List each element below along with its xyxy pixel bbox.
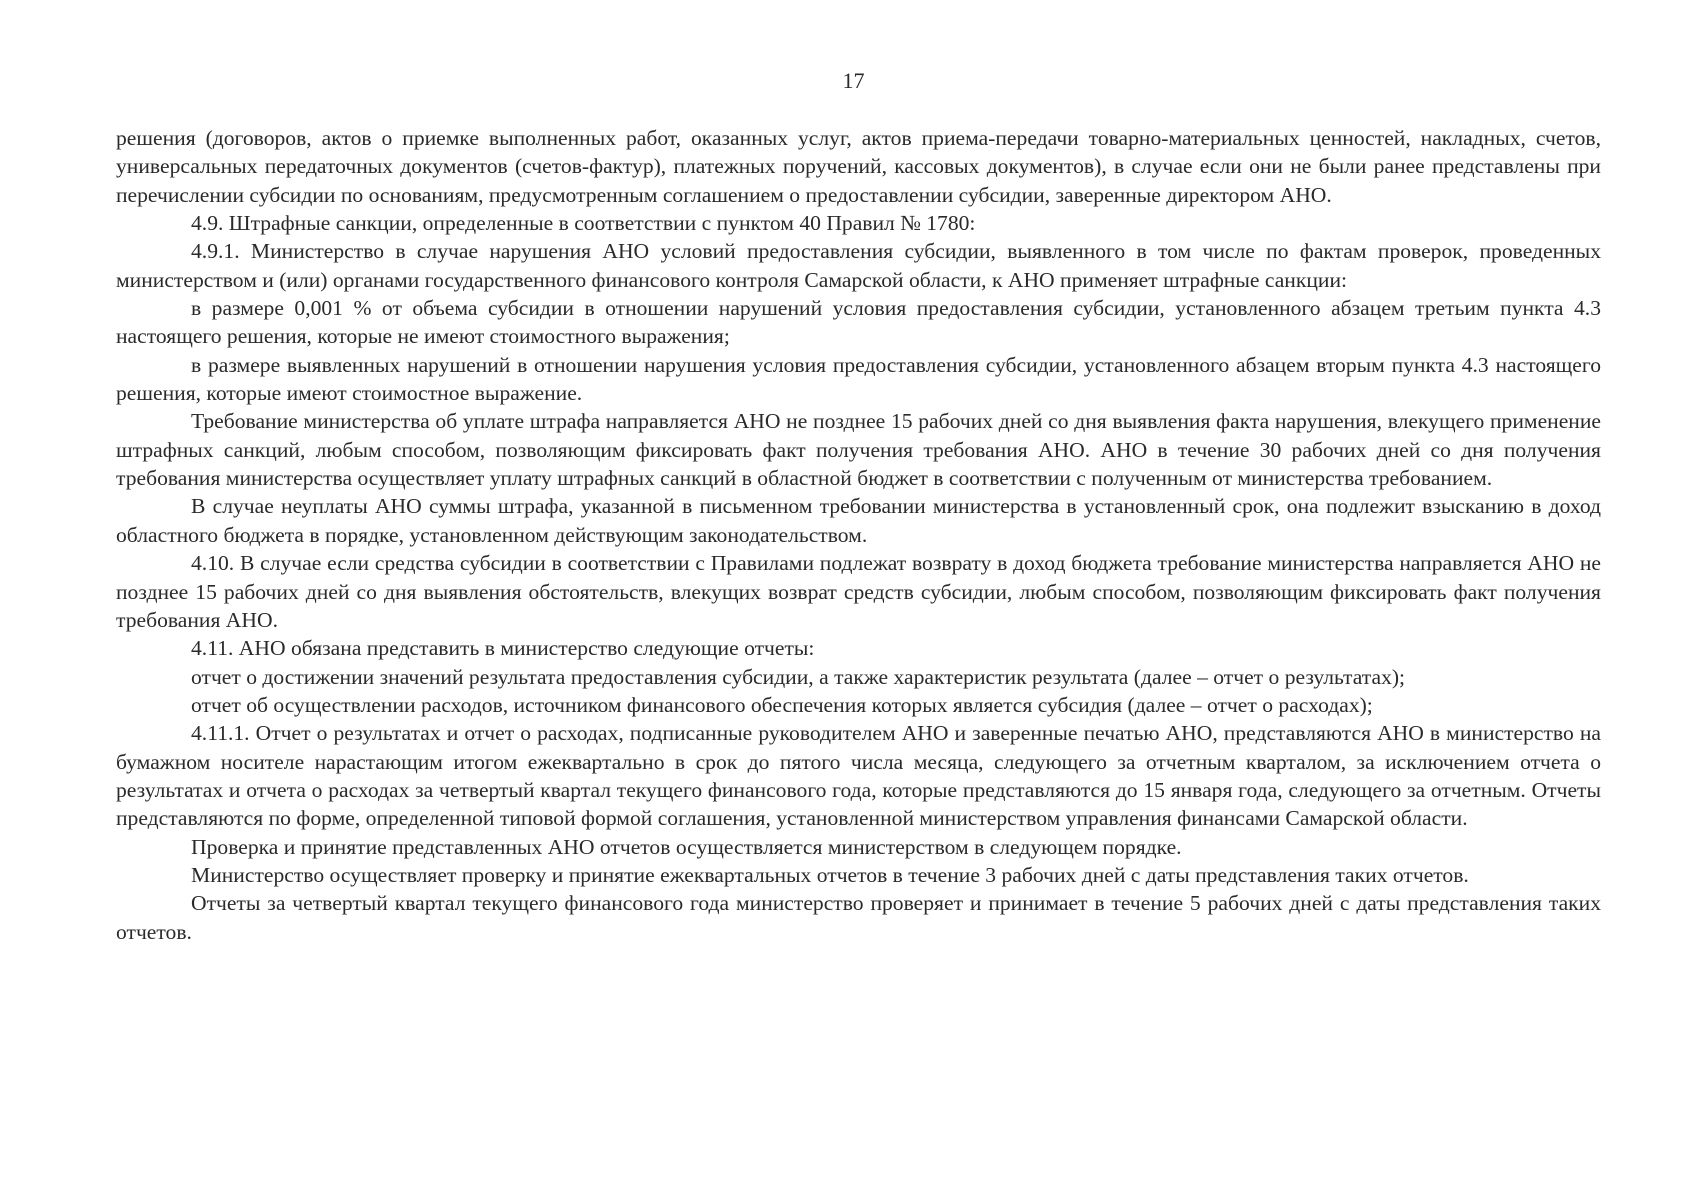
paragraph-results-report: отчет о достижении значений результата предоставления субсидии, а также характеристик результата (далее – отчет о результатах); — [191, 664, 1406, 689]
document-body — [116, 124, 1601, 946]
paragraph-4-11-1: 4.11.1. Отчет о результатах и отчет о расходах, подписанные руководителем АНО и заверенные печатью АНО, представляются АНО в министерство на бумажном носителе нарастающим итогом ежеквартально в срок до пятого числа месяца, следующего за отчетным кварталом, за исключением отчета о результатах и отчета о расходах за четвертый квартал текущего финансового года, которые представляются до 15 января года, следующего за отчетным. Отчеты представляются по форме, определенной типовой формой соглашения, установленной министерством управления финансами Самарской области. — [116, 721, 1601, 831]
paragraph-4-9: 4.9. Штрафные санкции, определенные в соответствии с пунктом 40 Правил № 1780: — [191, 211, 976, 236]
paragraph-quarterly-review: Министерство осуществляет проверку и принятие ежеквартальных отчетов в течение 3 рабочих дней с даты представления таких отчетов. — [191, 862, 1469, 887]
paragraph-continuation: решения (договоров, актов о приемке выполненных работ, оказанных услуг, актов приема-передачи товарно-материальных ценностей, накладных, счетов, универсальных передаточных документов (счетов-фактур), платежных поручений, кассовых документов), в случае если они не были ранее представлены при перечислении субсидии по основаниям, предусмотренным соглашением о предоставлении субсидии, заверенные директором АНО. — [116, 126, 1601, 207]
paragraph-review-order: Проверка и принятие представленных АНО отчетов осуществляется министерством в следующем порядке. — [191, 834, 1182, 859]
paragraph-expenses-report: отчет об осуществлении расходов, источником финансового обеспечения которых является субсидия (далее – отчет о расходах); — [191, 692, 1373, 717]
paragraph-4-11: 4.11. АНО обязана представить в министерство следующие отчеты: — [191, 636, 815, 661]
paragraph-penalty-demand: Требование министерства об уплате штрафа направляется АНО не позднее 15 рабочих дней со дня выявления факта нарушения, влекущего применение штрафных санкций, любым способом, позволяющим фиксировать факт получения требования АНО. АНО в течение 30 рабочих дней со дня получения требования министерства осуществляет уплату штрафных санкций в областной бюджет в соответствии с полученным от министерства требованием. — [116, 409, 1601, 491]
paragraph-non-payment: В случае неуплаты АНО суммы штрафа, указанной в письменном требовании министерства в установленный срок, она подлежит взысканию в доход областного бюджета в порядке, установленном действующим законодательством. — [116, 494, 1601, 547]
page-number: 17 — [842, 68, 865, 93]
paragraph-penalty-monetary: в размере выявленных нарушений в отношении нарушения условия предоставления субсидии, установленного абзацем вторым пункта 4.3 настоящего решения, которые имеют стоимостное выражение. — [116, 352, 1601, 406]
paragraph-4-10: 4.10. В случае если средства субсидии в соответствии с Правилами подлежат возврату в доход бюджета требование министерства направляется АНО не позднее 15 рабочих дней со дня выявления обстоятельств, влекущих возврат средств субсидии, любым способом, позволяющим фиксировать факт получения требования АНО. — [116, 551, 1601, 632]
paragraph-penalty-non-monetary: в размере 0,001 % от объема субсидии в отношении нарушений условия предоставления субсидии, установленного абзацем третьим пункта 4.3 настоящего решения, которые не имеют стоимостного выражения; — [116, 296, 1601, 349]
paragraph-4-9-1: 4.9.1. Министерство в случае нарушения АНО условий предоставления субсидии, выявленного в том числе по фактам проверок, проведенных министерством и (или) органами государственного финансового контроля Самарской области, к АНО применяет штрафные санкции: — [116, 239, 1601, 292]
paragraph-fourth-quarter-review: Отчеты за четвертый квартал текущего финансового года министерство проверяет и принимает в течение 5 рабочих дней с даты представления таких отчетов. — [116, 891, 1601, 944]
